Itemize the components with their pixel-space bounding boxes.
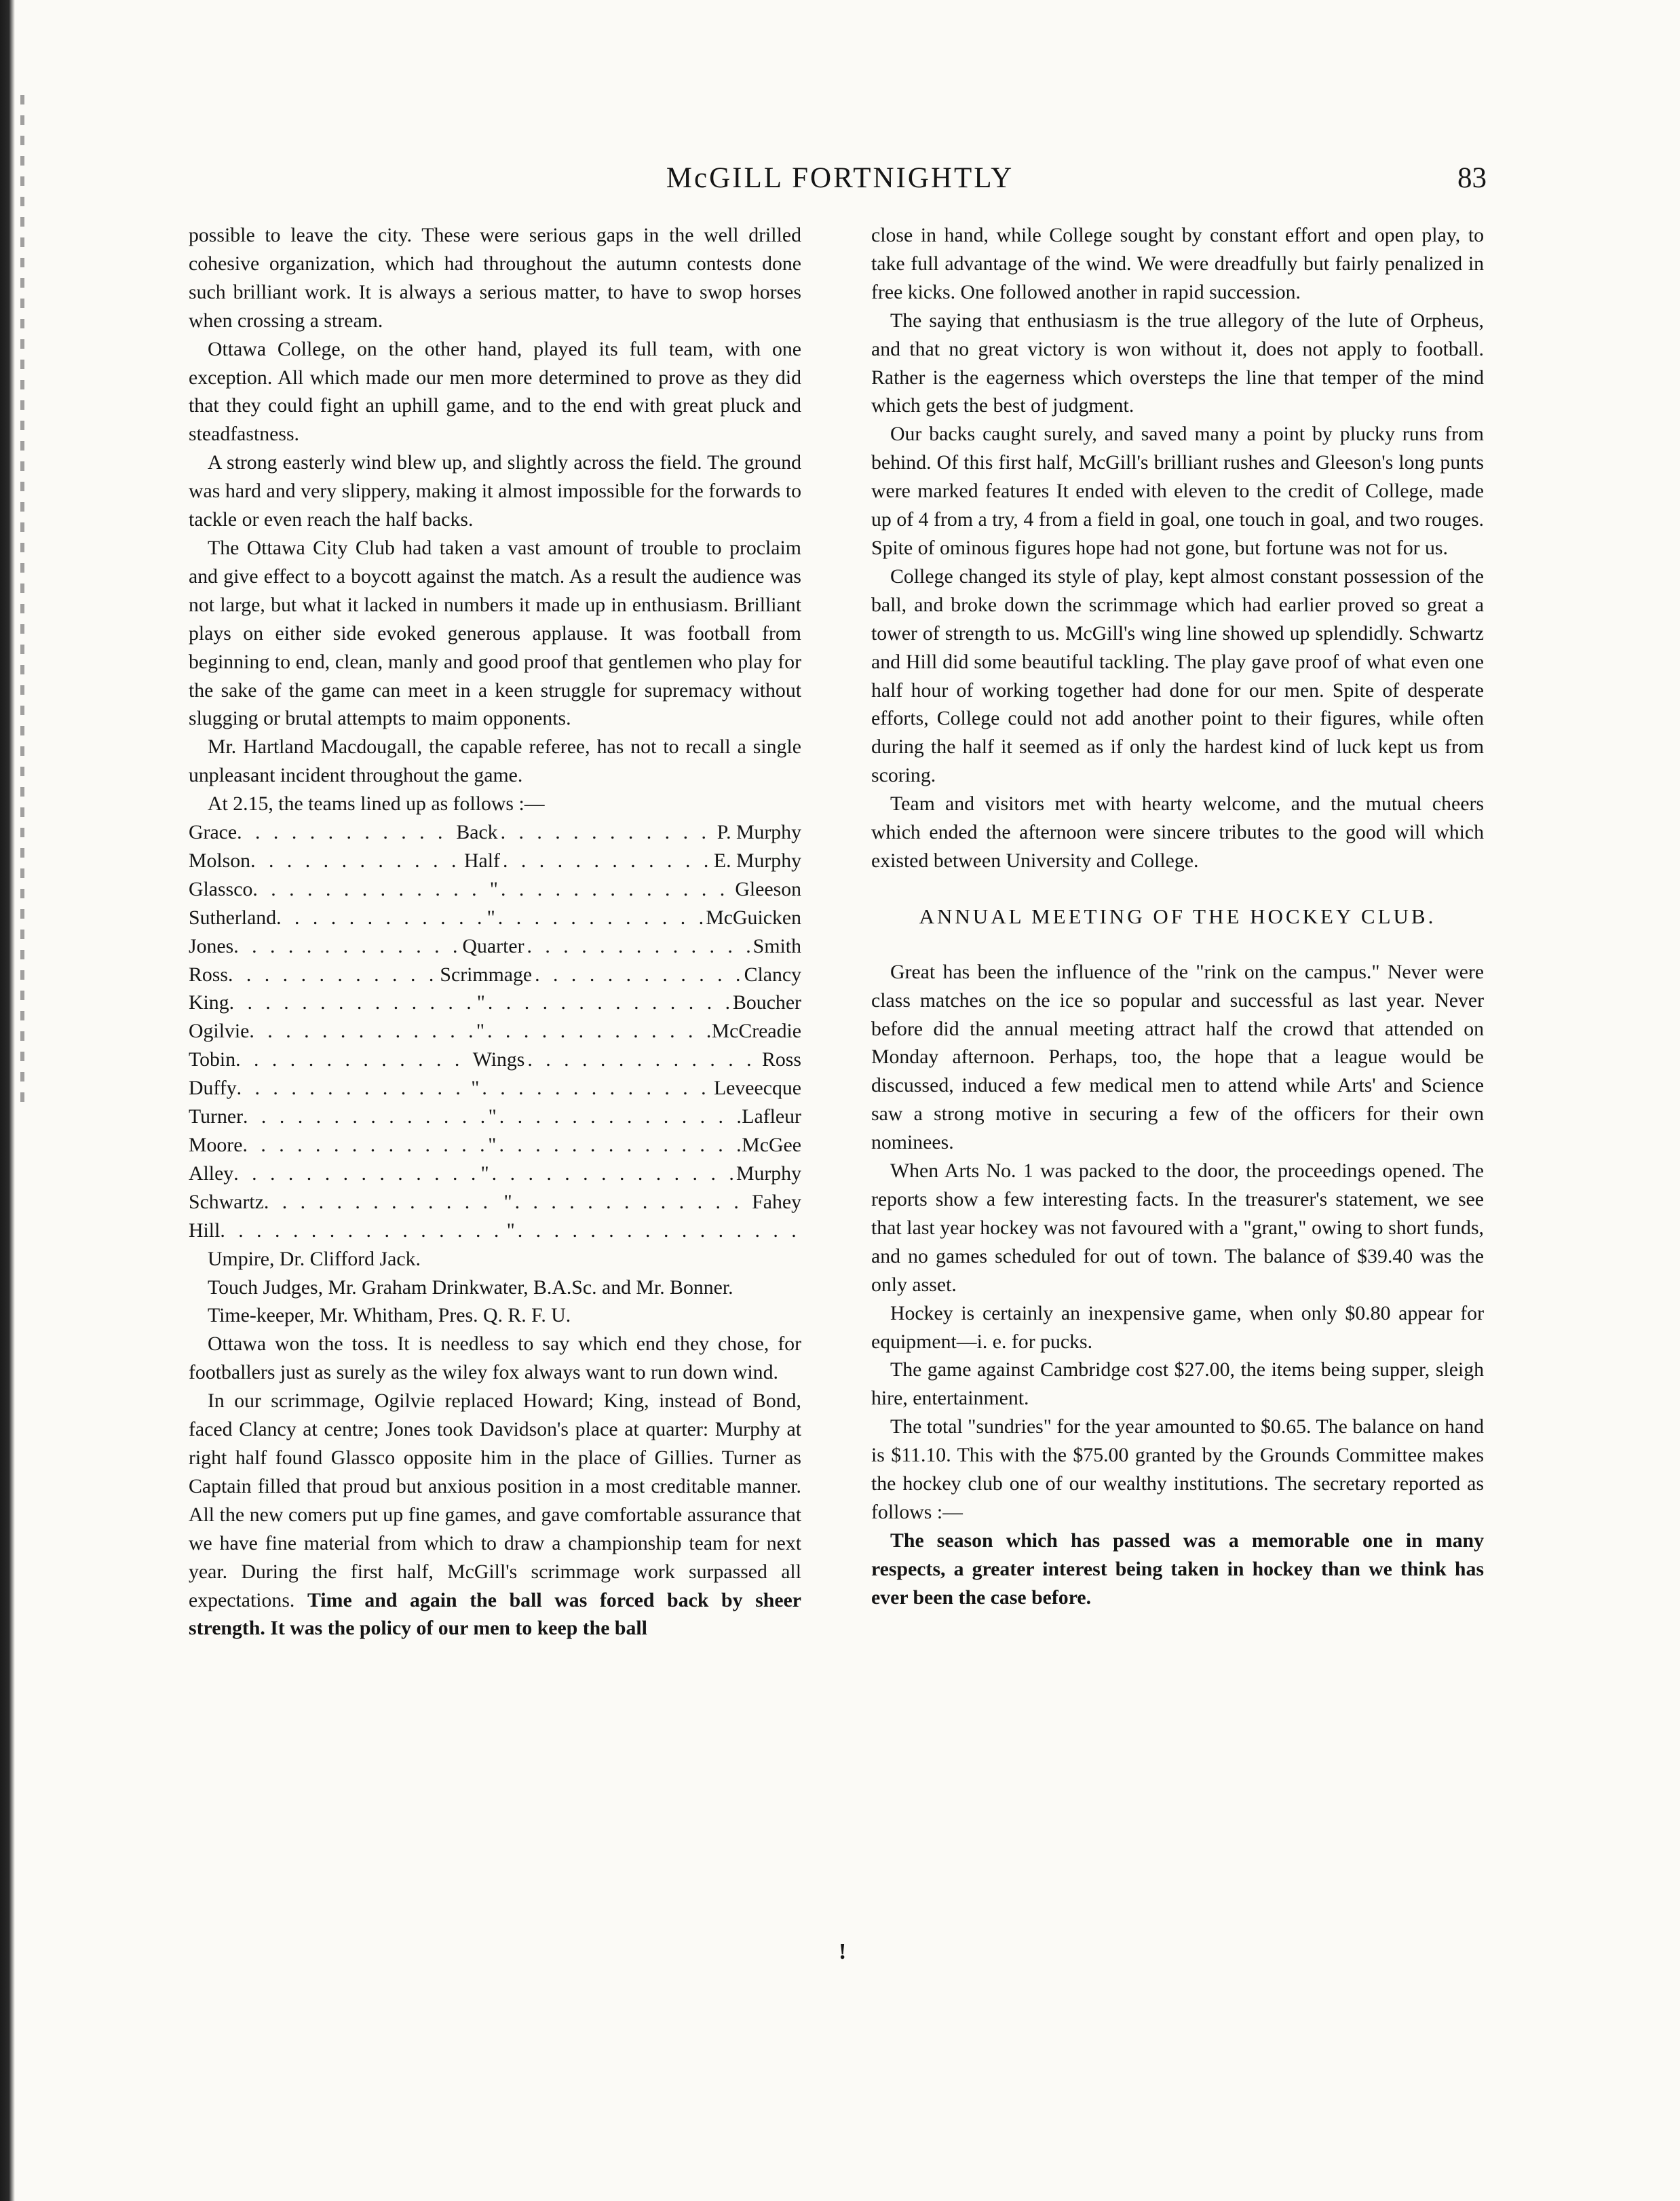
right-column [871, 221, 1484, 1612]
lineup-row [189, 818, 801, 847]
left-paragraph-7-text: In our scrimmage, Ogilvie replaced Howard; King, instead of Bond, faced Clancy at centre; Jones took Davidson's place at quarter: Murphy at right half found Glassco opposite him in the place of Gillies. Turner as Captain filled that proud but anxious position in a most creditable manner. All the new comers put up fine games, and gave comfortable assurance that we have fine material from which to draw a championship team for next year. During the first half, McGill's scrimmage work surpassed all expectations. [189, 1390, 801, 1611]
player-position: " [488, 1134, 497, 1156]
left-column [189, 221, 801, 1643]
mcgill-player: Moore [189, 1134, 243, 1156]
right-paragraph-10: The total "sundries" for the year amounted to $0.65. The balance on hand is $11.10. This with the $75.00 granted by the Grounds Committee makes the hockey club one of our wealthy institutions. The secretary reported as follows :— [871, 1415, 1484, 1523]
lineup-row [189, 904, 801, 932]
hockey-club-heading: ANNUAL MEETING OF THE HOCKEY CLUB. [919, 904, 1436, 928]
ottawa-player: Murphy [736, 1162, 801, 1185]
left-paragraph-4: The Ottawa City Club had taken a vast amount of trouble to proclaim and give effect to a boycott against the match. As a result the audience was not large, but what it lacked in numbers it made up in enthusiasm. Brilliant plays on either side evoked generous applause. It was football from beginning to end, clean, manly and good proof that gentlemen who play for the sake of the game can meet in a keen struggle for supremacy without slugging or brutal attempts to maim opponents. [189, 536, 801, 730]
scan-edge-speckle [20, 95, 24, 1113]
lineup-row [189, 1017, 801, 1046]
gutter-mark: ! [839, 1939, 847, 1964]
lineup-row [189, 847, 801, 875]
lineup-row [189, 961, 801, 989]
left-paragraph-3: A strong easterly wind blew up, and slightly across the field. The ground was hard and very slippery, making it almost impossible for the forwards to tackle or even reach the half backs. [189, 451, 801, 531]
ottawa-player: P. Murphy [717, 821, 801, 844]
right-paragraph-7: When Arts No. 1 was packed to the door, the proceedings opened. The reports show a few interesting facts. In the treasurer's statement, we see that last year hockey was not favoured with a "grant," owing to short funds, and no games scheduled for out of town. The balance of $39.40 was the only asset. [871, 1160, 1484, 1296]
player-position: " [486, 906, 495, 929]
mcgill-player: Ogilvie [189, 1020, 250, 1043]
ottawa-player: McGuicken [706, 906, 801, 929]
player-position: Back [456, 821, 498, 844]
left-paragraph-6: Ottawa won the toss. It is needless to say which end they chose, for footballers just as surely as the wiley fox always want to run down wind. [189, 1333, 801, 1384]
mcgill-player: Schwartz [189, 1190, 264, 1213]
player-position: " [489, 877, 498, 900]
touch-judges-line: Touch Judges, Mr. Graham Drinkwater, B.A.Sc. and Mr. Bonner. [208, 1276, 733, 1299]
left-paragraph-7-bold: Time and again the ball was forced back by sheer strength. It was the policy of our men to keep the ball [189, 1588, 801, 1640]
right-paragraph-2: The saying that enthusiasm is the true allegory of the lute of Orpheus, and that no great victory is won without it, does not apply to football. Rather is the eagerness which oversteps the line that temper of the mind which gets the best of judgment. [871, 309, 1484, 417]
mcgill-player: Grace [189, 821, 237, 844]
player-position: Scrimmage [440, 963, 533, 986]
right-paragraph-4: College changed its style of play, kept almost constant possession of the ball, and broke down the scrimmage which had earlier proved so great a tower of strength to us. McGill's wing line showed up splendidly. Schwartz and Hill did some beautiful tackling. The play gave proof of what even one half hour of working together had done for our men. Spite of desperate efforts, College could not add another point to their figures, while often during the half it seemed as if only the hardest kind of luck kept us from scoring. [871, 564, 1484, 787]
mcgill-player: Jones [189, 934, 234, 957]
right-paragraph-5: Team and visitors met with hearty welcome, and the mutual cheers which ended the afternoon were sincere tributes to the good will which existed between University and College. [871, 792, 1484, 872]
left-paragraph-2: Ottawa College, on the other hand, played its full team, with one exception. All which made our men more determined to prove as they did that they could fight an uphill game, and to the end with great pluck and steadfastness. [189, 337, 801, 446]
lineup-intro: At 2.15, the teams lined up as follows :— [208, 792, 545, 816]
player-position: " [488, 1105, 497, 1128]
lineup-row [189, 1046, 801, 1074]
mcgill-player: Ross [189, 963, 228, 986]
umpire-line: Umpire, Dr. Clifford Jack. [208, 1247, 421, 1270]
lineup-row [189, 932, 801, 961]
ottawa-player: McGee [742, 1134, 801, 1156]
lineup-row [189, 1160, 801, 1188]
ottawa-player: Lafleur [742, 1105, 801, 1128]
ottawa-player: McCreadie [711, 1020, 801, 1043]
lineup-row [189, 1074, 801, 1103]
lineup-table [189, 818, 801, 1245]
right-paragraph-8: Hockey is certainly an inexpensive game, when only $0.80 appear for equipment—i. e. for pucks. [871, 1301, 1484, 1353]
right-paragraph-11: The season which has passed was a memorable one in many respects, a greater interest being taken in hockey than we think has ever been the case before. [871, 1529, 1484, 1609]
mcgill-player: Sutherland [189, 906, 277, 929]
mcgill-player: Duffy [189, 1077, 237, 1100]
player-position: " [476, 991, 485, 1014]
left-paragraph-1: possible to leave the city. These were serious gaps in the well drilled cohesive organization, which had throughout the autumn contests done such brilliant work. It is always a serious matter, to have to swop horses when crossing a stream. [189, 224, 801, 332]
ottawa-player: Gleeson [735, 877, 801, 900]
player-position: Quarter [462, 934, 524, 957]
lineup-row [189, 1103, 801, 1131]
left-paragraph-5: Mr. Hartland Macdougall, the capable referee, has not to recall a single unpleasant incident throughout the game. [189, 735, 801, 787]
ottawa-player: Smith [752, 934, 801, 957]
mcgill-player: King [189, 991, 229, 1014]
player-position: " [471, 1077, 480, 1100]
right-paragraph-6: Great has been the influence of the "rink on the campus." Never were class matches on the ice so popular and successful as last year. Never before did the annual meeting attract half the crowd that attended on Monday afternoon. Perhaps, too, the hope that a league would be discussed, induced a few medical men to attend while Arts' and Science saw a strong motive in securing a few of the officers for their own nominees. [871, 960, 1484, 1154]
player-position: Half [464, 849, 500, 872]
player-position: " [476, 1020, 485, 1043]
ottawa-player: Fahey [752, 1190, 801, 1213]
ottawa-player: Boucher [733, 991, 801, 1014]
player-position: " [506, 1219, 515, 1242]
mcgill-player: Molson [189, 849, 251, 872]
mcgill-player: Tobin [189, 1048, 236, 1071]
lineup-row [189, 1188, 801, 1217]
right-paragraph-1: close in hand, while College sought by constant effort and open play, to take full advantage of the wind. We were dreadfully but fairly penalized in free kicks. One followed another in rapid succession. [871, 224, 1484, 303]
mcgill-player: Turner [189, 1105, 244, 1128]
player-position: Wings [472, 1048, 525, 1071]
ottawa-player: Clancy [744, 963, 801, 986]
page-number: 83 [1457, 162, 1487, 194]
right-paragraph-9: The game against Cambridge cost $27.00, the items being supper, sleigh hire, entertainment. [871, 1358, 1484, 1410]
mcgill-player: Glassco [189, 877, 253, 900]
lineup-row [189, 1131, 801, 1160]
player-position: " [503, 1190, 512, 1213]
mcgill-player: Hill [189, 1219, 221, 1242]
running-header-title: McGILL FORTNIGHTLY [666, 162, 1014, 194]
mcgill-player: Alley [189, 1162, 234, 1185]
lineup-row [189, 989, 801, 1017]
player-position: " [480, 1162, 489, 1185]
ottawa-player: E. Murphy [713, 849, 801, 872]
ottawa-player: Leveecque [713, 1077, 801, 1100]
right-paragraph-3: Our backs caught surely, and saved many a point by plucky runs from behind. Of this first half, McGill's brilliant rushes and Gleeson's long punts were marked features It ended with eleven to the credit of College, made up of 4 from a try, 4 from a field in goal, one touch in goal, and two rouges. Spite of ominous figures hope had not gone, but fortune was not for us. [871, 423, 1484, 559]
scan-edge [0, 0, 15, 2201]
lineup-row [189, 1217, 801, 1245]
left-paragraph-7 [189, 1387, 801, 1643]
lineup-row [189, 875, 801, 904]
time-keeper-line: Time-keeper, Mr. Whitham, Pres. Q. R. F. U. [208, 1304, 571, 1327]
ottawa-player: Ross [762, 1048, 801, 1071]
